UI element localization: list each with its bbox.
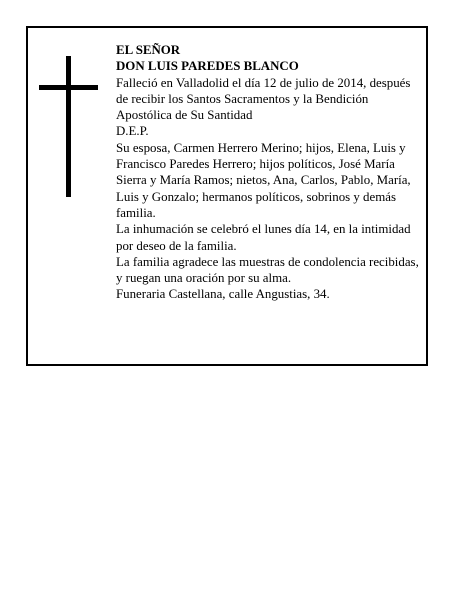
deceased-name: DON LUIS PAREDES BLANCO xyxy=(116,59,299,74)
notice-text xyxy=(116,42,422,303)
family-thanks: La familia agradece las muestras de condolencia recibidas, y ruegan una oración por su alma. xyxy=(116,254,419,286)
funeral-home: Funeraria Castellana, calle Angustias, 34. xyxy=(116,287,330,302)
death-announcement: Falleció en Valladolid el día 12 de julio de 2014, después de recibir los Santos Sacramentos y la Bendición Apostólica de Su Santidad xyxy=(116,75,411,123)
cross-horizontal-bar xyxy=(39,85,98,90)
rest-in-peace: D.E.P. xyxy=(116,124,149,139)
obituary-notice xyxy=(26,26,428,366)
title-line-1: EL SEÑOR xyxy=(116,43,181,57)
cross-vertical-bar xyxy=(66,56,71,197)
burial-info: La inhumación se celebró el lunes día 14, en la intimidad por deseo de la familia. xyxy=(116,222,411,253)
family-list: Su esposa, Carmen Herrero Merino; hijos, Elena, Luis y Francisco Paredes Herrero; hijos políticos, José María Sierra y María Ramos; nietos, Ana, Carlos, Pablo, María, Luis y Gonzalo; hermanos políticos, sobrinos y demás familia. xyxy=(116,140,411,220)
